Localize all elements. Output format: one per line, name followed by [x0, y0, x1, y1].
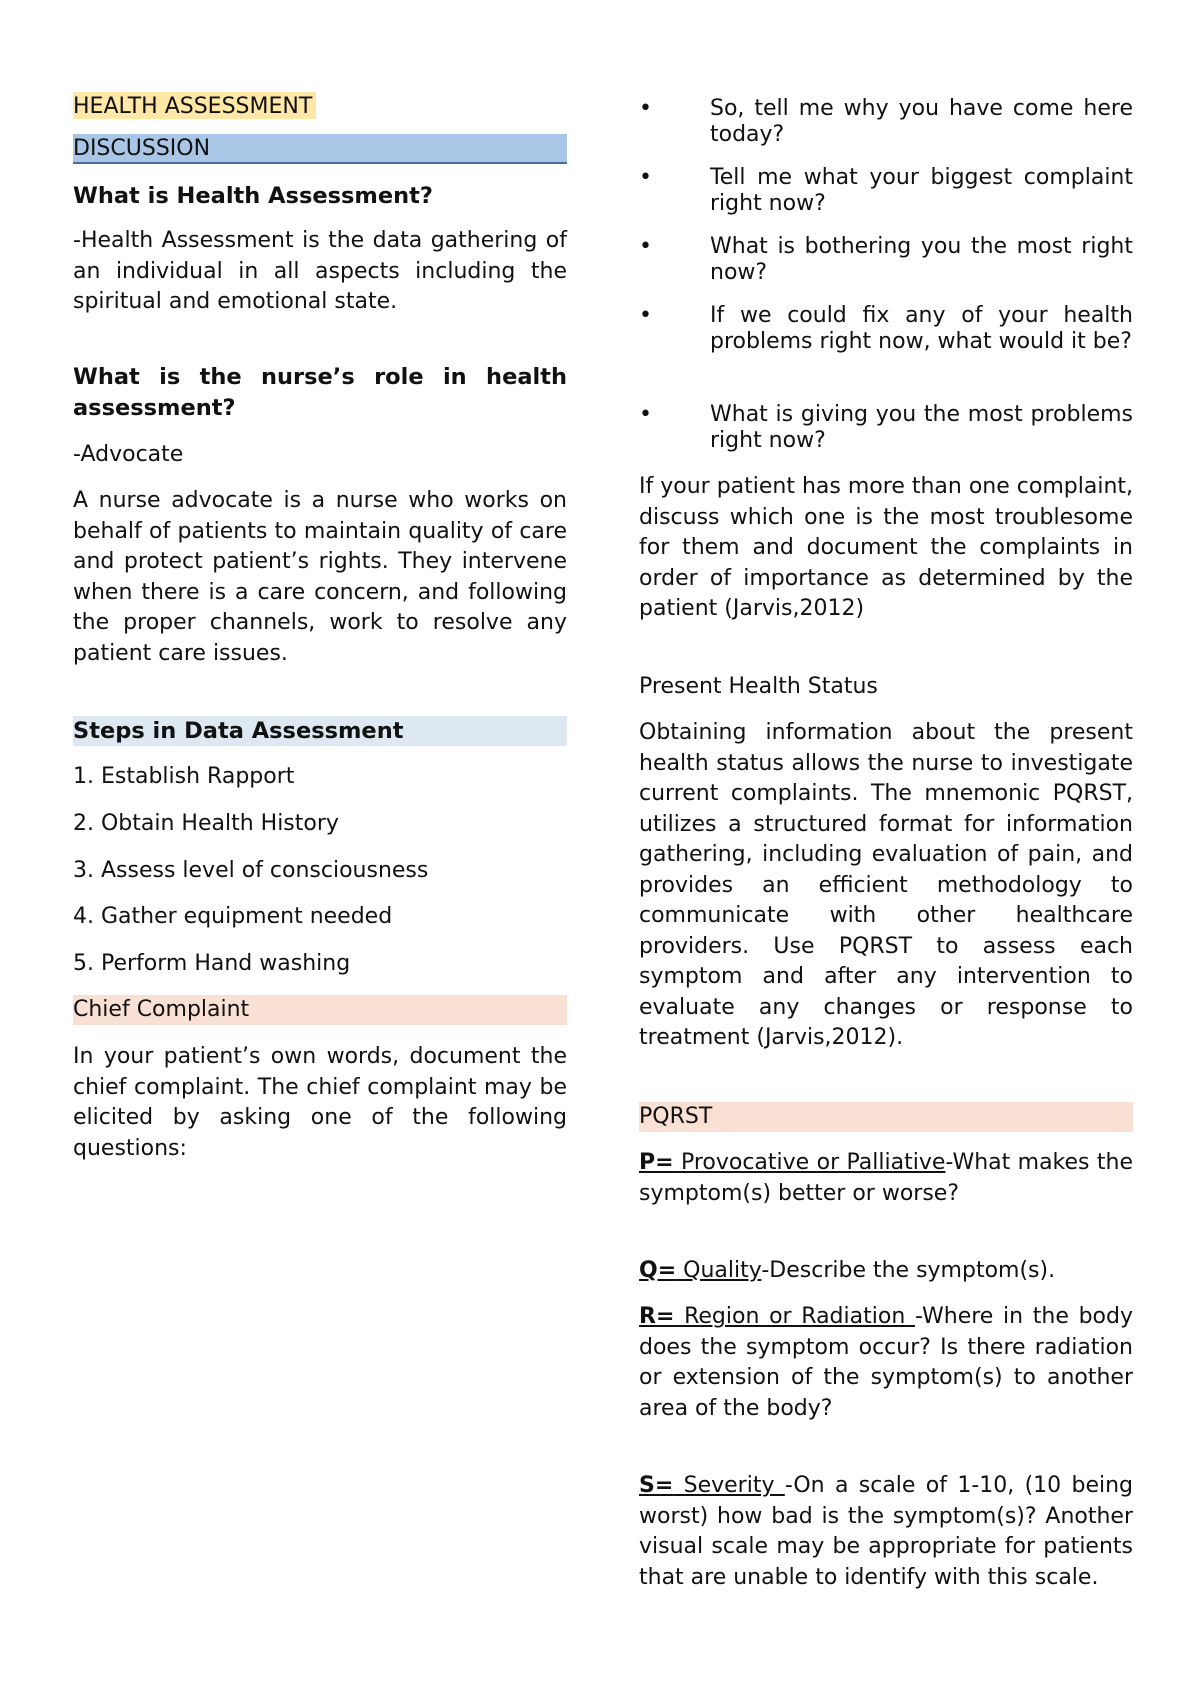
- bullet-icon: •: [639, 96, 652, 121]
- present-health-heading: Present Health Status: [639, 674, 878, 699]
- question-health-assessment: What is Health Assessment?: [73, 183, 433, 209]
- step-item: 5. Perform Hand washing: [73, 951, 351, 976]
- s-description: -On a scale of 1-10, (10 being worst) how bad is the symptom(s)? Another visual scale may be appropriate for patients that are unable to identify with this scale.: [639, 1473, 1134, 1590]
- r-description: -Where in the body does the symptom occur? Is there radiation or extension of the symptom(s) to another area of the body?: [639, 1304, 1133, 1421]
- question-text: If we could fix any of your health problems right now, what would it be?: [710, 303, 1133, 354]
- question-text: What is giving you the most problems right now?: [710, 402, 1133, 453]
- question-text: What is bothering you the most right now?: [710, 234, 1133, 285]
- step-item: 1. Establish Rapport: [73, 764, 295, 789]
- p-term: Provocative or Palliative: [673, 1150, 946, 1175]
- discussion-heading: DISCUSSION: [73, 134, 567, 164]
- p-description: -What makes the symptom(s) better or worse?: [639, 1150, 1134, 1206]
- p-label: P=: [639, 1150, 674, 1175]
- pqrst-q-item: [639, 1256, 1133, 1287]
- r-term: Region or Radiation: [674, 1304, 915, 1329]
- bullet-icon: •: [639, 402, 652, 427]
- s-label: S=: [639, 1473, 674, 1498]
- pqrst-p-item: [639, 1148, 1133, 1209]
- pqrst-heading: PQRST: [639, 1102, 1133, 1132]
- chief-complaint-text: In your patient’s own words, document the chief complaint. The chief complaint may be elicited by asking one of the following questions:: [73, 1044, 567, 1161]
- r-label: R=: [639, 1304, 675, 1329]
- question-text: So, tell me why you have come here today?: [710, 96, 1133, 147]
- header-label: HEALTH ASSESSMENT: [73, 92, 316, 119]
- bullet-icon: •: [639, 165, 652, 190]
- step-item: 3. Assess level of consciousness: [73, 858, 429, 883]
- question-nurse-role: What is the nurse’s role in health assessment?: [73, 364, 567, 421]
- present-health-text: Obtaining information about the present health status allows the nurse to investigate current complaints. The mnemonic PQRST, utilizes a structured format for information gathering, including evaluation of pain, and provides an efficient methodology to communicate with other healthcare providers. Use PQRST to assess each symptom and after any intervention to evaluate any changes or response to treatment (Jarvis,2012).: [639, 720, 1133, 1050]
- s-term: Severity: [673, 1473, 785, 1498]
- pqrst-s-item: [639, 1471, 1133, 1593]
- q-description: -Describe the symptom(s).: [761, 1258, 1056, 1283]
- complaint-paragraph: If your patient has more than one complaint, discuss which one is the most troublesome for them and document the complaints in order of importance as determined by the patient (Jarvis,2012): [639, 474, 1133, 621]
- bullet-icon: •: [639, 234, 652, 259]
- bullet-icon: •: [639, 303, 652, 328]
- nurse-advocate-description: A nurse advocate is a nurse who works on behalf of patients to maintain quality of care and protect patient’s rights. They intervene when there is a care concern, and following the proper channels, work to resolve any patient care issues.: [73, 488, 567, 666]
- nurse-role-answer: -Advocate: [73, 442, 184, 467]
- step-item: 2. Obtain Health History: [73, 811, 339, 836]
- chief-complaint-heading: Chief Complaint: [73, 995, 567, 1025]
- pqrst-r-item: [639, 1302, 1133, 1424]
- step-item: 4. Gather equipment needed: [73, 904, 393, 929]
- q-term: Quality: [676, 1258, 762, 1283]
- steps-heading: Steps in Data Assessment: [73, 716, 567, 746]
- question-text: Tell me what your biggest complaint right now?: [710, 165, 1133, 216]
- answer-health-assessment: -Health Assessment is the data gathering of an individual in all aspects including the spiritual and emotional state.: [73, 228, 567, 314]
- q-label: Q=: [639, 1258, 677, 1283]
